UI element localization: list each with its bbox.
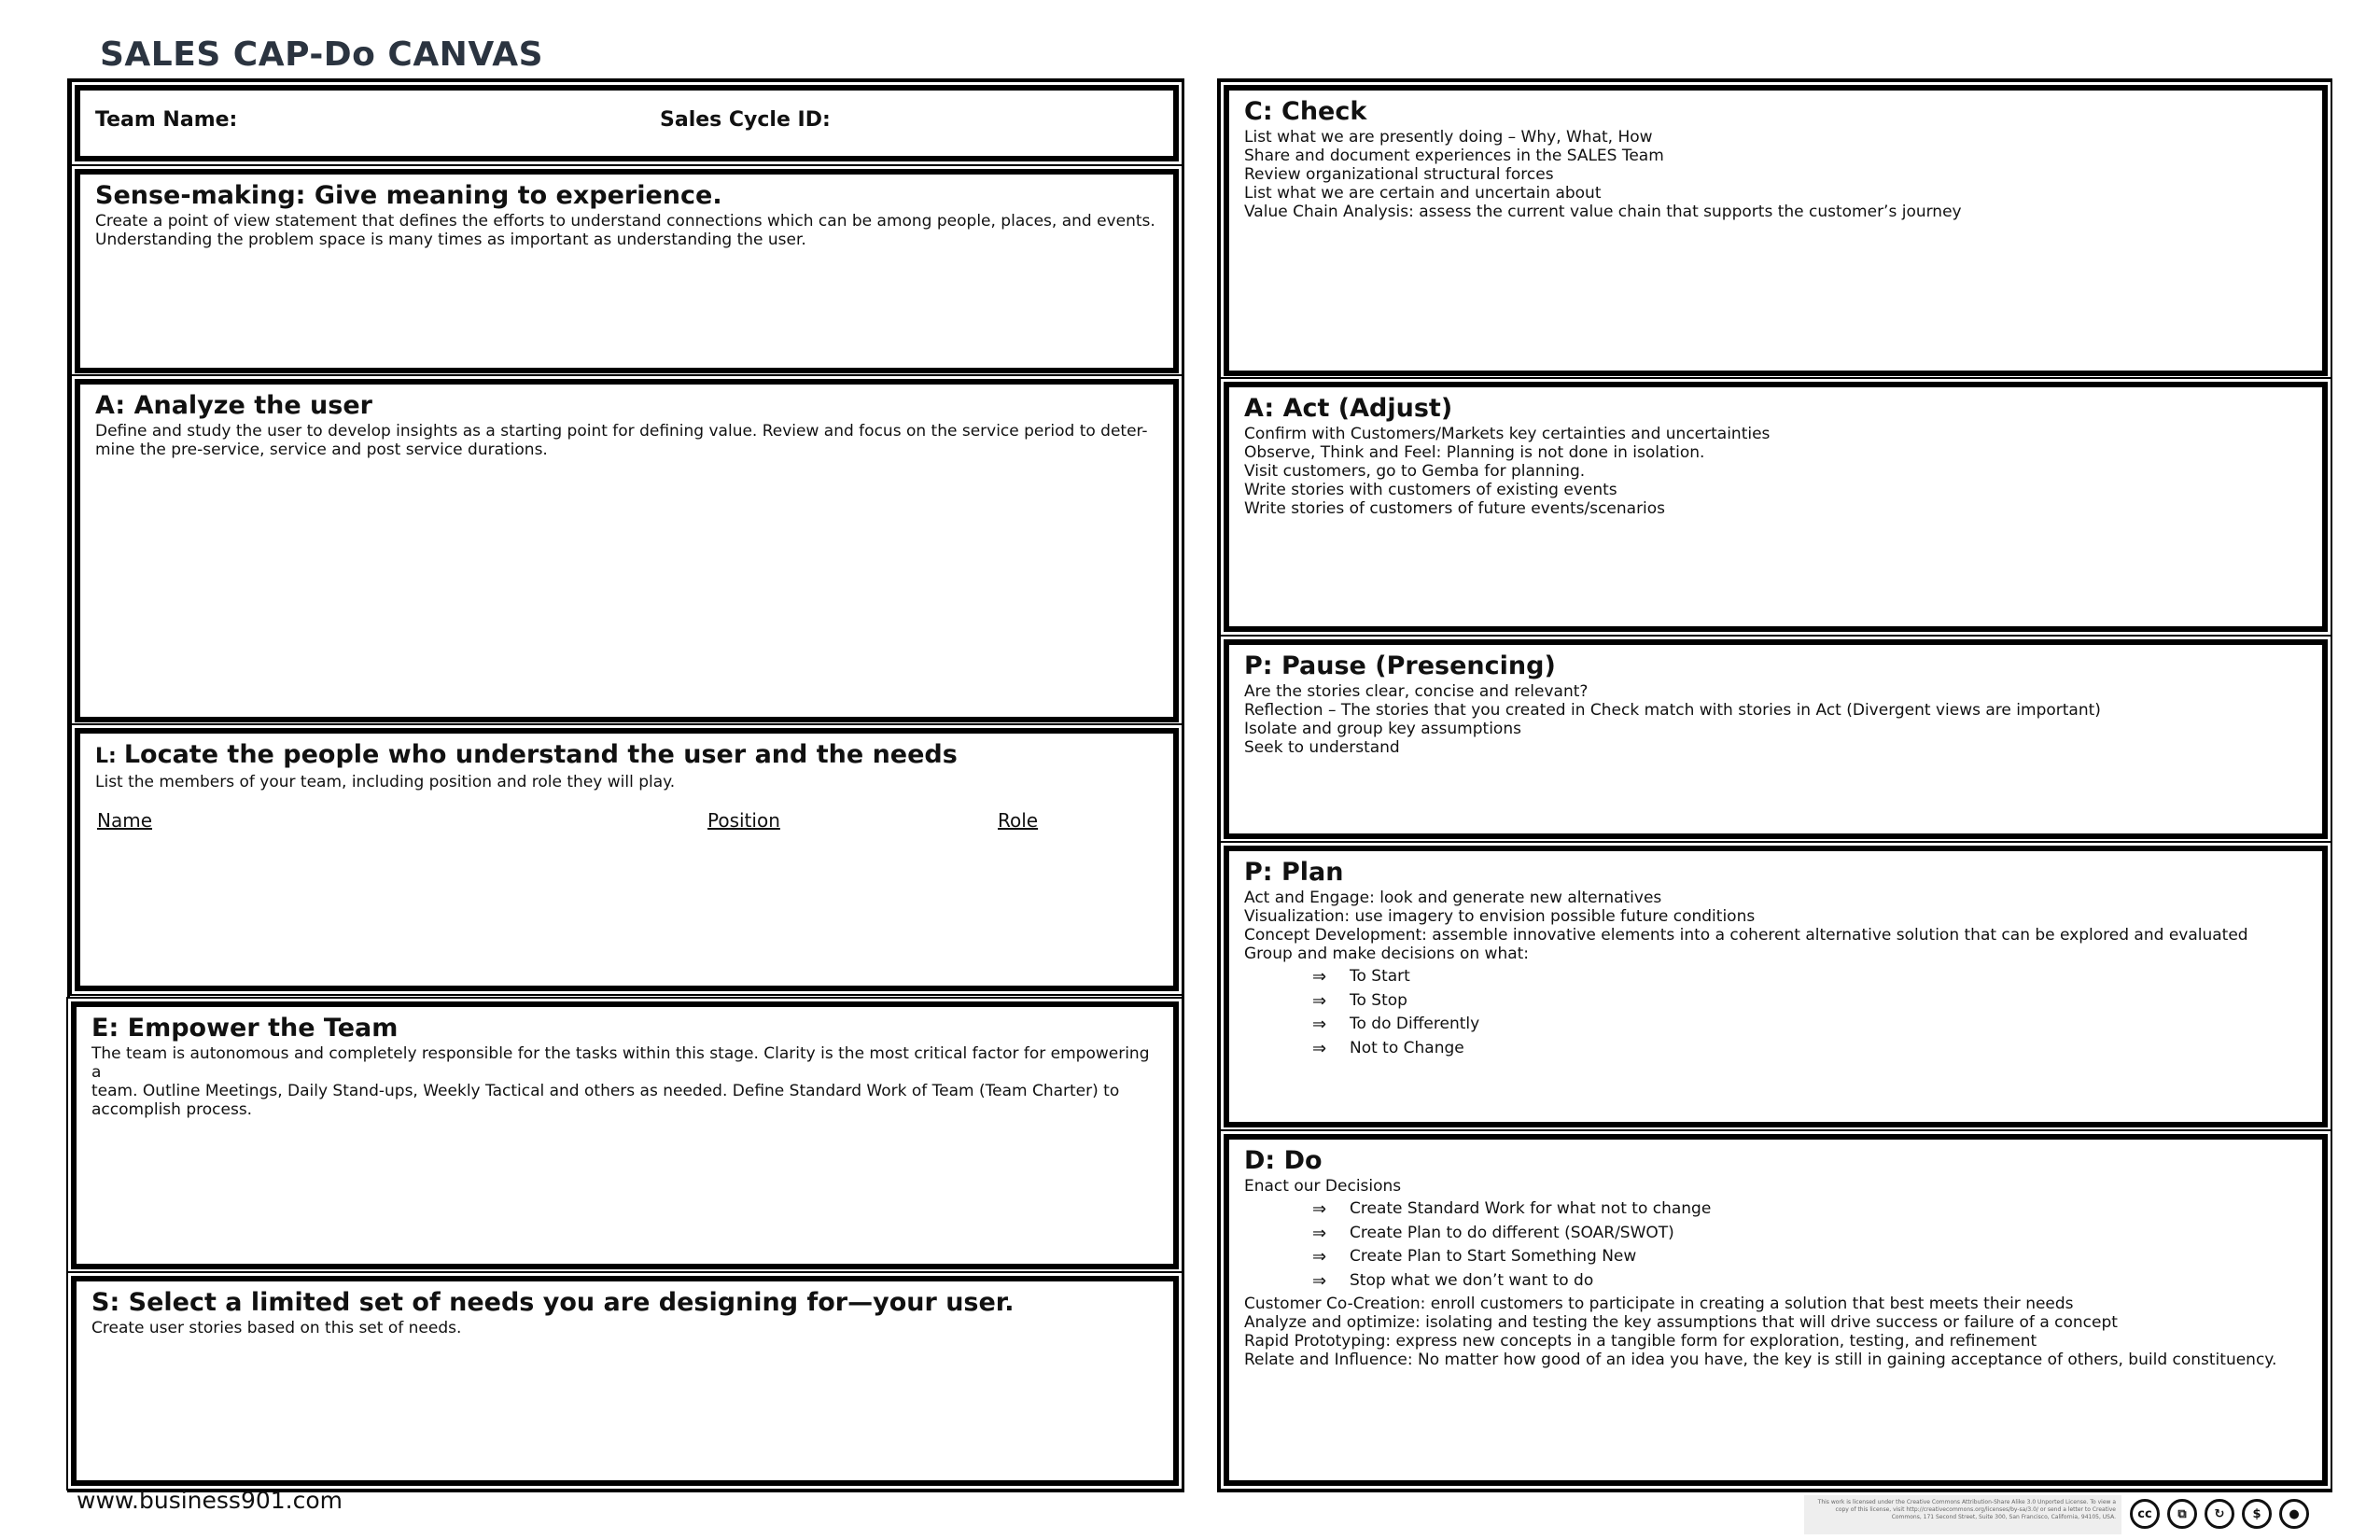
do-action-item: ⇒ Create Plan to do different (SOAR/SWOT) (1312, 1222, 2307, 1246)
team-box (75, 85, 1179, 161)
select-heading: S: Select a limited set of needs you are designing for—your user. (91, 1288, 1015, 1317)
check-box (1224, 85, 2328, 376)
sales-cycle-id-label: Sales Cycle ID: (660, 108, 831, 132)
noncommercial-icon[interactable]: $ (2242, 1499, 2272, 1529)
act-line: Write stories with customers of existing events (1244, 481, 1617, 499)
act-box (1224, 382, 2328, 632)
arrow-icon: ⇒ (1312, 1223, 1327, 1243)
do-line: Customer Co-Creation: enroll customers to participate in creating a solution that best meets their needs (1244, 1295, 2074, 1313)
column-name-header: Name (97, 809, 153, 832)
check-lines (1244, 128, 2307, 221)
do-action-item: ⇒ Create Standard Work for what not to change (1312, 1197, 2307, 1222)
sense-making-description: Create a point of view statement that defines the efforts to understand connections which can be among people, places, and events. Understanding the problem space is many times as important as understanding the user. (95, 212, 1155, 249)
do-line: Relate and Influence: No matter how good of an idea you have, the key is still in gaining acceptance of others, build constituency. (1244, 1351, 2277, 1369)
plan-decision-list (1244, 965, 2307, 1060)
team-name-label: Team Name: (95, 108, 238, 132)
act-line: Confirm with Customers/Markets key certainties and uncertainties (1244, 425, 1771, 443)
arrow-icon: ⇒ (1312, 1247, 1327, 1267)
check-heading: C: Check (1244, 97, 1367, 126)
arrow-icon: ⇒ (1312, 1038, 1327, 1058)
plan-line: Act and Engage: look and generate new alternatives (1244, 889, 1662, 907)
do-action-item: ⇒ Create Plan to Start Something New (1312, 1245, 2307, 1269)
check-line: Share and document experiences in the SALES Team (1244, 147, 1664, 165)
arrow-icon: ⇒ (1312, 990, 1327, 1011)
pause-line: Reflection – The stories that you created in Check match with stories in Act (Divergent views are important) (1244, 701, 2101, 720)
do-heading: D: Do (1244, 1146, 1323, 1175)
act-heading: A: Act (Adjust) (1244, 394, 1453, 423)
act-line: Visit customers, go to Gemba for planning. (1244, 462, 1586, 481)
do-line: Analyze and optimize: isolating and testing the key assumptions that will drive success or failure of a concept (1244, 1313, 2118, 1332)
analyze-box (75, 379, 1179, 722)
plan-decision-item: ⇒ Not to Change (1312, 1037, 2307, 1061)
sense-making-heading: Sense-making: Give meaning to experience. (95, 181, 722, 210)
act-line: Write stories of customers of future events/scenarios (1244, 499, 1666, 518)
arrow-icon: ⇒ (1312, 1270, 1327, 1291)
pause-line: Seek to understand (1244, 738, 1400, 757)
canvas-title: SALES CAP-Do CANVAS (100, 35, 544, 74)
plan-line: Group and make decisions on what: (1244, 945, 1530, 963)
plan-line: Visualization: use imagery to envision possible future conditions (1244, 907, 1756, 926)
pause-heading: P: Pause (Presencing) (1244, 651, 1556, 680)
plan-decision-item: ⇒ To Start (1312, 965, 2307, 989)
locate-description: List the members of your team, including position and role they will play. (95, 773, 676, 791)
pause-lines (1244, 682, 2307, 757)
cc-icon[interactable]: cc (2130, 1499, 2160, 1529)
share-icon[interactable]: ⧉ (2167, 1499, 2197, 1529)
check-line: Value Chain Analysis: assess the current value chain that supports the customer’s journey (1244, 203, 1962, 221)
arrow-icon: ⇒ (1312, 1015, 1327, 1034)
locate-letter: L: (95, 745, 117, 768)
do-intro: Enact our Decisions (1244, 1177, 1402, 1196)
do-action-list (1244, 1197, 2307, 1293)
plan-lines (1244, 889, 2307, 963)
license-icons (2130, 1499, 2309, 1529)
pause-line: Isolate and group key assumptions (1244, 720, 1521, 738)
check-line: List what we are presently doing – Why, What, How (1244, 128, 1653, 147)
column-role-header: Role (998, 809, 1039, 832)
plan-box (1224, 846, 2328, 1127)
plan-decision-item: ⇒ To do Differently (1312, 1013, 2307, 1037)
plan-heading: P: Plan (1244, 858, 1344, 887)
plan-line: Concept Development: assemble innovative elements into a coherent alternative solution that can be explored and evaluated (1244, 926, 2248, 945)
sense-making-box (75, 169, 1179, 373)
pause-line: Are the stories clear, concise and relevant? (1244, 682, 1589, 701)
analyze-heading: A: Analyze the user (95, 391, 372, 420)
empower-heading: E: Empower the Team (91, 1014, 399, 1043)
check-line: List what we are certain and uncertain about (1244, 184, 1602, 203)
analyze-description: Define and study the user to develop insights as a starting point for defining value. Review and focus on the service period to deter- mine the pre-service, service and post service durations. (95, 422, 1148, 459)
empower-box (71, 1001, 1179, 1269)
check-line: Review organizational structural forces (1244, 165, 1554, 184)
do-line: Rapid Prototyping: express new concepts in a tangible form for exploration, testing, and refinement (1244, 1332, 2037, 1351)
act-line: Observe, Think and Feel: Planning is not done in isolation. (1244, 443, 1705, 462)
locate-heading (95, 741, 1158, 771)
locate-heading-text: Locate the people who understand the user and the needs (123, 740, 958, 769)
license-notice: This work is licensed under the Creative Commons Attribution-Share Alike 3.0 Unported License. To view a copy of this license, visit http://creativecommons.org/licenses/by-sa/3.0/ or send a letter to Creative Commons, 171 Second Street, Suite 300, San Francisco, California, 94105, USA. (1804, 1495, 2121, 1534)
empower-description: The team is autonomous and completely responsible for the tasks within this stage. Clarity is the most critical factor for empowering a team. Outline Meetings, Daily Stand-ups, Weekly Tactical and others as needed. Define Standard Work of Team (Team Charter) to accomplish process. (91, 1044, 1150, 1119)
column-position-header: Position (707, 809, 780, 832)
do-lines (1244, 1295, 2307, 1369)
plan-decision-item: ⇒ To Stop (1312, 989, 2307, 1014)
footer-website-link[interactable]: www.business901.com (77, 1487, 343, 1514)
do-box (1224, 1134, 2328, 1486)
pause-box (1224, 639, 2328, 839)
remix-icon[interactable]: ↻ (2205, 1499, 2234, 1529)
attribution-icon[interactable]: ● (2279, 1499, 2309, 1529)
select-description: Create user stories based on this set of needs. (91, 1319, 462, 1337)
do-action-item: ⇒ Stop what we don’t want to do (1312, 1269, 2307, 1294)
locate-box (75, 728, 1179, 991)
act-lines (1244, 425, 2307, 518)
arrow-icon: ⇒ (1312, 1199, 1327, 1219)
arrow-icon: ⇒ (1312, 967, 1327, 987)
select-box (71, 1276, 1179, 1486)
